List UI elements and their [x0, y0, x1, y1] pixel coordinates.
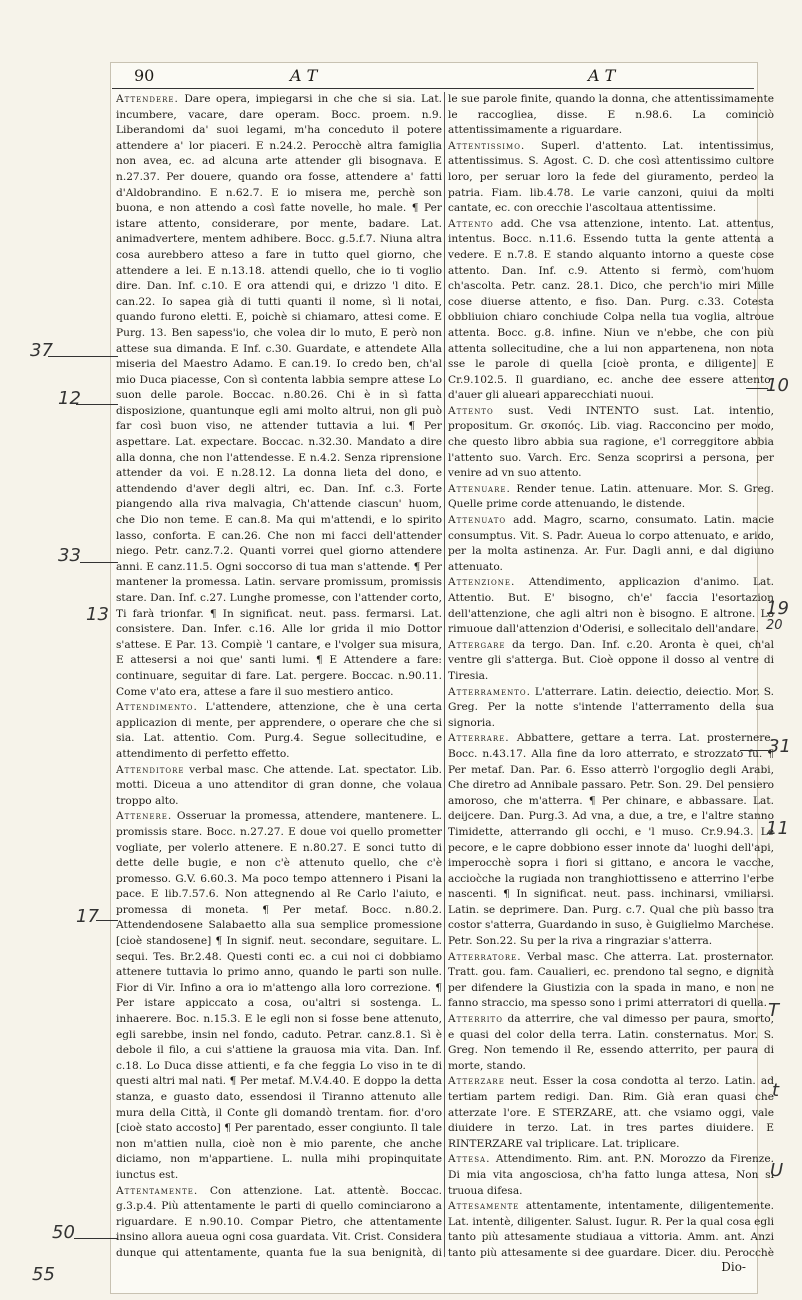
- entry-text: neut. Esser la cosa condotta al terzo. Latin. ad tertiam partem redigi. Dan. Rim. Già eran quasi che atterzate l'ore. E STERZARE, att. che vsiamo oggi, vale diuidere in terzo. Lat. in tres partes diuidere. E RINTERZARE val triplicare. Lat. triplicare.: [448, 1075, 774, 1150]
- margin-note: 13: [86, 604, 109, 625]
- entry-text: da tergo. Dan. Inf. c.20. Aronta è quei, ch'al ventre gli s'atterga. But. Cioè oppone il dosso al ventre di Tiresia.: [448, 638, 774, 682]
- dictionary-entry: [448, 92, 774, 139]
- margin-note: U: [770, 1160, 784, 1181]
- entry-text: sust. Vedi INTENTO sust. Lat. intentio, propositum. Gr. σκοπός. Lib. viag. Racconcino per modo, che questo libro abbia sua ragione, e'l correggitore abbia l'attento suo. Varch. Erc. Senza scoprirsi a persona, per venire ad vn suo attento.: [448, 404, 774, 480]
- margin-note: 55: [32, 1264, 55, 1285]
- margin-pointer-line: [740, 750, 768, 751]
- margin-note: 33: [58, 545, 81, 566]
- entry-text: verbal masc. Che attende. Lat. spectator. Lib. motti. Diceua a uno attenditor di gran donne, che volaua troppo alto.: [116, 763, 442, 807]
- entry-text: Dare opera, impiegarsi in che che si sia. Lat. incumbere, vacare, dare operam. Bocc. proem. n.9. Liberandomi da' suoi legami, m'ha conceduto il potere attendere a' lor piaceri. E n.24.2. Perocchè altra famiglia non avea, ec. ad alcuna arte attender gli bisognava. E n.27.37. Per douere, quando ora fosse, attendere a' fatti d'Aldobrandino. E n.62.7. E io misera me, perchè son buona, e non attendo a così fatte novelle, ho male. ¶ Per istare attento, considerare, por mente, badare. Lat. animadvertere, mentem adhibere. Bocc. g.5.f.7. Niuna altra cosa aurebbero atteso a fare in tutto quel giorno, che attendere a lei. E n.13.18. attendi quello, che io ti voglio dire. Dan. Inf. c.10. E ora attendi qui, e drizzo 'l dito. E can.22. Io sapea già di tutti quanti il nome, sì li notai, quando furono eletti. E, poichè si chiamaro, attesi come. E Purg. 13. Ben sapess'io, che volea dir lo muto, E però non attese sua dimanda. E Inf. c.30. Guardate, e attendete Alla miseria del Maestro Adamo. E can.19. Io credo ben, ch'al mio Duca piacesse, Con sì contenta labbia sempre attese Lo suon delle parole. Boccac. n.80.26. Chi è in sì fatta disposizione, quantunque egli ami molto altrui, non gli può far così buon viso, ne attender tuttavia a lui. ¶ Per aspettare. Lat. expectare. Boccac. n.32.30. Mandato a dire alla donna, che non l'attendesse. E n.4.2. Senza riprensione attender da voi. E n.28.12. La donna lieta del dono, e attendendo d'aver degli altri, ec. Dan. Inf. c.3. Forte piangendo alla riva malvagia, Ch'attende ciascun' huom, che Dio non teme. E can.8. Ma qui m'attendi, e lo spirito lasso, conforta. E can.26. Che non mi facci dell'attender niego. Petr. canz.7.2. Quanti vorrei quel giorno attendere anni. E canz.11.5. Ogni soccorso di tua man s'attende. ¶ Per mantener la promessa. Latin. servare promissum, promissis stare. Dan. Inf. c.27. Lunghe promesse, con l'attender corto, Ti farà trionfar. ¶ In significat. neut. pass. fermarsi. Lat. consistere. Dan. Infer. c.16. Alle lor grida il mio Dottor s'attese. E Par. 13. Compiè 'l cantare, e l'volger sua misura, E attesersi a noi que' santi lumi. ¶ E Attendere a fare: continuare, seguitar di fare. Lat. pergere. Boccac. n.90.11. Come v'ato era, attese a fare il suo mestiero antico.: [116, 93, 442, 698]
- entry-headword: Attento: [448, 217, 494, 230]
- entry-headword: Atterratore.: [448, 950, 522, 963]
- dictionary-entry: [448, 950, 774, 1012]
- margin-pointer-line: [96, 920, 118, 921]
- dictionary-entry: [448, 217, 774, 404]
- margin-pointer-line: [48, 356, 118, 357]
- margin-note: 37: [30, 340, 53, 361]
- margin-pointer-line: [746, 388, 768, 389]
- margin-pointer-line: [74, 1238, 118, 1239]
- entry-text: Attendimento, applicazion d'animo. Lat. Attentio. But. E' bisogno, ch'e' faccia l'esortazion dell'attenzione, che agli altri non è bisogno. E altrone. Lo rimuoue dall'attenzion d'Oderisi, e sollecitalo dell'andare.: [448, 576, 774, 636]
- margin-note: 20: [766, 618, 783, 633]
- dictionary-entry: [116, 700, 442, 762]
- entry-text: Con attenzione. Lat. attentè. Boccac. g.3.p.4. Più attentamente le parti di quello cominciarono a riguardare. E n.90.10. Compar Pietro, che attentamente insino allora aueua ogni cosa guardata. Vit. Crist. Considera dunque qui attentamente, quanta fue la sua benignità, di: [116, 1184, 442, 1259]
- dictionary-entry: [448, 482, 774, 513]
- dictionary-entry: [448, 638, 774, 685]
- margin-note: 50: [52, 1222, 75, 1243]
- dictionary-entry: [448, 139, 774, 217]
- entry-headword: Attenditore: [116, 763, 185, 776]
- header-rule: [112, 88, 754, 89]
- page-number: 90: [134, 66, 155, 85]
- dictionary-entry: [448, 685, 774, 732]
- entry-headword: Attenere.: [116, 810, 173, 823]
- margin-note: 19: [766, 598, 789, 619]
- dictionary-entry: [116, 92, 442, 700]
- dictionary-entry: [116, 1184, 442, 1260]
- entry-headword: Attendere.: [116, 93, 179, 105]
- entry-headword: Attentamente.: [116, 1184, 199, 1197]
- dictionary-entry: [448, 731, 774, 949]
- entry-headword: Attenuato: [448, 514, 507, 527]
- right-column: [448, 92, 774, 1260]
- dictionary-entry: [448, 1152, 774, 1199]
- entry-headword: Attendimento.: [116, 701, 198, 714]
- entry-headword: Attento: [448, 404, 494, 417]
- entry-headword: Attenzione.: [448, 576, 516, 589]
- running-head-right: A T: [588, 66, 616, 85]
- margin-note: 31: [768, 736, 791, 757]
- entry-text: L'atterrare. Latin. deiectio, deiectio. Mor. S. Greg. Per la notte s'intende l'atterramento della sua signoria.: [448, 685, 774, 729]
- dictionary-entry: [448, 575, 774, 637]
- margin-pointer-line: [80, 562, 118, 563]
- entry-text: Osseruar la promessa, attendere, mantenere. L. promissis stare. Bocc. n.27.27. E doue voi quello prometter vogliate, per volerlo attenere. E n.80.27. E sonci tutto di dette delle bugie, e non c'è attenuto quello, che c'è promesso. G.V. 6.60.3. Ma poco tempo attennero i Pisani la pace. E lib.7.57.6. Non attegnendo al Re Carlo l'aiuto, e promessa di moneta. ¶ Per metaf. Bocc. n.80.2. Attendendosene Salabaetto alla sua semplice promessione [cioè standosene] ¶ In signif. neut. secondare, seguitare. L. sequi. Tes. Br.2.48. Questi conti ec. a cui noi ci dobbiamo attenere tuttavia lo primo anno, quando le parti son nulle. Fior di Vir. Infino a ora io m'attengo alla loro correzione. ¶ Per istare appiccato a cosa, ou'altri si sostenga. L. inhaerere. Boc. n.15.3. E le egli non si fosse bene attenuto, egli sarebbe, insin nel fondo, caduto. Petrar. canz.8.1. Sì è debole il filo, a cui s'attiene la grauosa mia vita. Dan. Inf. c.18. Lo Duca disse attienti, e fa che feggia Lo viso in te di questi altri mal nati. ¶ Per metaf. M.V.4.40. E doppo la detta stanza, e guasto dato, essendosi il Tiranno attenuto alle mura della Città, il Conte gli domandò trentam. fior. d'oro [cioè stato accosto] ¶ Per parentado, esser congiunto. Il tale non m'attien nulla, cioè non è mio parente, che anche diciamo, non m'appartiene. L. nulla mihi propinquitate iunctus est.: [116, 810, 442, 1181]
- dictionary-entry: [448, 1012, 774, 1074]
- dictionary-entry: [116, 809, 442, 1183]
- column-divider: [444, 92, 445, 1257]
- margin-note: 11: [766, 818, 789, 839]
- margin-note: T: [768, 1000, 779, 1021]
- dictionary-entry: [448, 513, 774, 575]
- running-header: [120, 66, 754, 88]
- margin-pointer-line: [76, 404, 118, 405]
- dictionary-entry: [116, 763, 442, 810]
- running-head-left: A T: [290, 66, 318, 85]
- entry-text: Superl. d'attento. Lat. intentissimus, attentissimus. S. Agost. C. D. che così attentissimo cultore loro, per seruar loro la fede del giuramento, perdeo la patria. Fiam. lib.4.78. Le varie canzoni, quiui da molti cantate, ec. con orecchie l'ascoltaua attentissime.: [448, 139, 774, 215]
- entry-headword: Attenuare.: [448, 482, 511, 495]
- entry-headword: Attesa.: [448, 1153, 491, 1166]
- dictionary-entry: [448, 1199, 774, 1260]
- entry-text: Abbattere, gettare a terra. Lat. prosternere. Bocc. n.43.17. Alla fine da loro atterrato, e strozzato fu. ¶ Per metaf. Dan. Par. 6. Esso atterrò l'orgoglio degli Arabi, Che diretro ad Annibale passaro. Petr. Son. 29. Del pensiero amoroso, che m'atterra. ¶ Per chinare, e abbassare. Lat. deijcere. Dan. Purg.3. Ad vna, a due, a tre, e l'altre stanno Timidette, atterrando gli occhi, e 'l muso. Cr.9.94.3. Le pecore, e le capre dobbiono esser innote da' luoghi dell'api, imperocchè sopra i fiori si gittano, e ancora le vacche, accioc̀che la rugiada non tranghiottisseno e atterrino l'erbe nascenti. ¶ In significat. neut. pass. inchinarsi, vmiliarsi. Latin. se deprimere. Dan. Purg. c.7. Qual che più basso tra costor s'atterra, Guardando in suso, è Guiglielmo Marchese. Petr. Son.22. Su per la riva a ringraziar s'atterra.: [448, 732, 774, 948]
- catchword: Dio-: [721, 1260, 746, 1274]
- dictionary-entry: [448, 1074, 774, 1152]
- entry-headword: Attesamente: [448, 1200, 520, 1213]
- left-column: [116, 92, 442, 1260]
- entry-headword: Atterrare.: [448, 732, 510, 745]
- entry-text: da atterrire, che val dimesso per paura, smorto, e quasi del color della terra. Latin. consternatus. Mor. S. Greg. Non temendo il Re, essendo atterrito, per paura di morte, stando.: [448, 1013, 774, 1072]
- entry-headword: Atterzare: [448, 1075, 505, 1088]
- entry-text: Verbal masc. Che atterra. Lat. prosternator. Tratt. gou. fam. Caualieri, ec. prendono tal segno, e dignità per difendere la Giustizia con la spada in mano, e non ne fanno straccio, ma spesso sono i primi atterratori di quella.: [448, 950, 774, 1010]
- entry-headword: Atterramento.: [448, 685, 532, 698]
- margin-note: 12: [58, 388, 81, 409]
- dictionary-entry: [448, 404, 774, 482]
- entry-text: Attendimento. Rim. ant. P.N. Morozzo da Firenze. Di mia vita angosciosa, ch'ha fatto lunga attesa, Non si truoua difesa.: [448, 1153, 774, 1197]
- entry-text: add. Che vsa attenzione, intento. Lat. attentus, intentus. Bocc. n.11.6. Essendo tutta la gente attenta a vedere. E n.7.8. E stando alquanto intorno a queste cose attento. Dan. Inf. c.9. Attento si fermò, com'huom ch'ascolta. Petr. canz. 28.1. Dico, che perch'io miri Mille cose diuerse attento, e fiso. Dan. Purg. c.33. Cotesta obbliuion chiaro conchiude Colpa nella tua voglia, altroue attenta. Bocc. g.8. infine. Niun ve n'ebbe, che con più attenta sollecitudine, che a lui non appartenena, non nota sse le parole di quella [cioè pronta, e diligente] E Cr.9.102.5. Il guardiano, ec. anche dee essere attento, d'auer gli alueari apparecchiati nuoui.: [448, 217, 774, 402]
- entry-headword: Atterrito: [448, 1013, 503, 1026]
- entry-headword: Attentissimo.: [448, 139, 526, 152]
- entry-text: Render tenue. Latin. attenuare. Mor. S. Greg. Quelle prime corde attenuando, le distende.: [448, 482, 774, 511]
- entry-text: add. Magro, scarno, consumato. Latin. macie consumptus. Vit. S. Padr. Aueua lo corpo attenuato, e arido, per la molta astinenza. Ar. Fur. Dagli anni, e dal digiuno attenuato.: [448, 514, 774, 573]
- margin-note: 10: [766, 375, 789, 396]
- margin-note: t: [772, 1080, 780, 1101]
- entry-text: attentamente, intentamente, diligentemente. Lat. intentè, diligenter. Salust. Iugur. R. Per la qual cosa egli tanto più attesamente studiaua a vittoria. Amm. ant. Anzi tanto più attesamente si dee guardare. Dicer. diu. Perocchè: [448, 1200, 774, 1259]
- entry-text: L'attendere, attenzione, che è una certa applicazion di mente, per apprendere, o operare che che si sia. Lat. attentio. Com. Purg.4. Segue sollecitudine, e attendimento di perfetto effetto.: [116, 701, 442, 760]
- entry-text: le sue parole finite, quando la donna, che attentissimamente le raccogliea, disse. E n.98.6. La cominciò attentissimamente a riguardare.: [448, 93, 774, 137]
- entry-headword: Attergare: [448, 638, 506, 651]
- margin-note: 17: [76, 906, 99, 927]
